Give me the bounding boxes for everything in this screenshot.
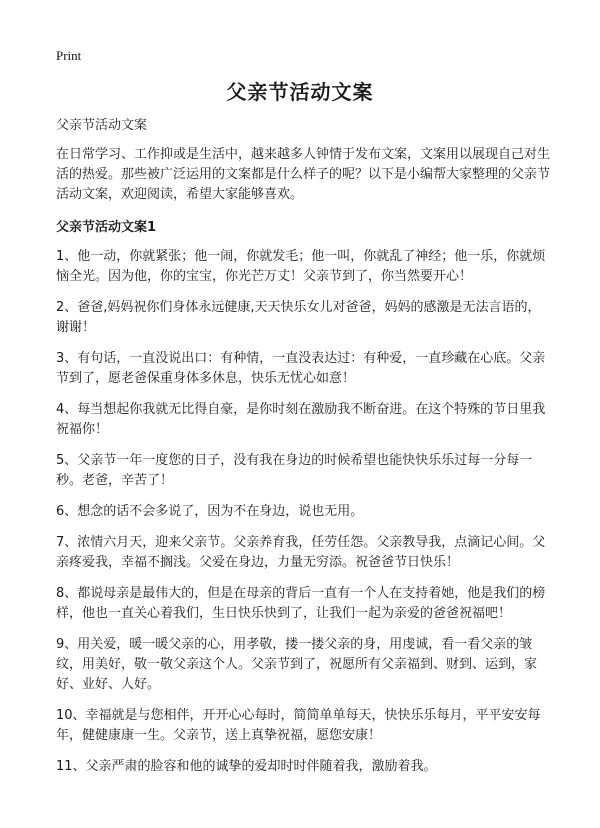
list-item: 7、浓情六月天，迎来父亲节。父亲养育我，任劳任怨。父亲教导我，点滴记心间。父亲疼爱我，幸福不搁浅。父爱在身边，力量无穷添。祝爸爸节日快乐！ [56,535,546,570]
list-item: 6、想念的话不会多说了，因为不在身边，说也无用。 [56,504,364,519]
item-list [56,247,552,777]
list-item: 9、用关爱，暖一暖父亲的心，用孝敬，搂一搂父亲的身，用虔诚，看一看父亲的皱纹，用美好，敬一敬父亲这个人。父亲节到了，祝愿所有父亲福到、财到、运到，家好、业好、人好。 [56,637,538,692]
print-link[interactable]: Print [56,48,82,63]
list-item: 3、有句话，一直没说出口：有种情，一直没表达过：有种爱，一直珍藏在心底。父亲节到了，愿老爸保重身体多休息，快乐无忧心如意！ [56,351,546,386]
list-item: 8、都说母亲是最伟大的，但是在母亲的背后一直有一个人在支持着她，他是我们的榜样，他也一直关心着我们，生日快乐快到了，让我们一起为亲爱的爸爸祝福吧！ [56,586,546,621]
list-item: 10、幸福就是与您相伴，开开心心每时，简简单单每天，快快乐乐每月，平平安安每年，健健康康一生。父亲节，送上真挚祝福，愿您安康！ [56,708,541,743]
document-body [56,116,552,788]
list-item: 11、父亲严肃的脸容和他的诚挚的爱却时时伴随着我，激励着我。 [56,759,437,774]
list-item: 1、他一动，你就紧张；他一闹，你就发毛；他一叫，你就乱了神经；他一乐，你就烦恼全光。因为他，你的宝宝，你光芒万丈！父亲节到了，你当然要开心！ [56,249,546,284]
list-item: 2、爸爸,妈妈祝你们身体永远健康,天天快乐女儿对爸爸，妈妈的感激是无法言语的，谢谢！ [56,300,541,335]
section-heading: 父亲节活动文案1 [56,220,157,235]
page-title: 父亲节活动文案 [226,80,374,104]
intro-paragraph: 在日常学习、工作抑或是生活中，越来越多人钟情于发布文案，文案用以展现自己对生活的热爱。那些被广泛运用的文案都是什么样子的呢？以下是小编帮大家整理的父亲节活动文案，欢迎阅读，希望大家能够喜欢。 [56,147,551,202]
list-item: 5、父亲节一年一度您的日子，没有我在身边的时候希望也能快快乐乐过每一分每一秒。老爸，辛苦了！ [56,453,533,488]
list-item: 4、每当想起你我就无比得自豪，是你时刻在激励我不断奋进。在这个特殊的节日里我祝福你！ [56,402,546,437]
document-subtitle: 父亲节活动文案 [56,118,148,133]
